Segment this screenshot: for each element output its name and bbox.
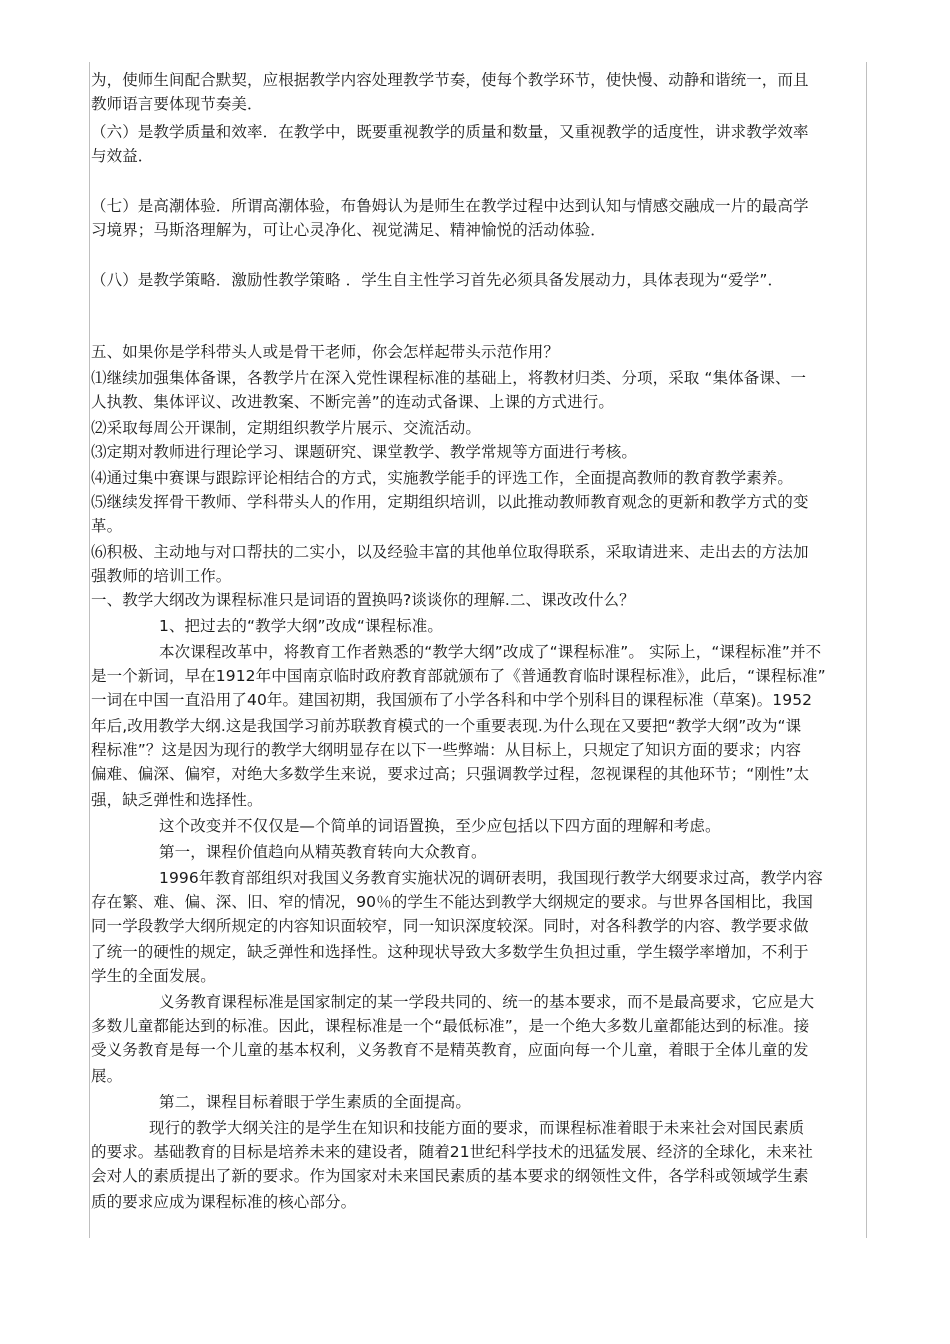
text-line: 展。 [91, 1067, 123, 1085]
text-line: （七）是高潮体验．所谓高潮体验，布鲁姆认为是师生在教学过程中达到认知与情感交融成一片的最高学 [91, 197, 809, 215]
text-line: 一、教学大纲改为课程标准只是词语的置换吗?谈谈你的理解.二、课改改什么？ [91, 591, 635, 609]
text-line: ⑸继续发挥骨干教师、学科带头人的作用，定期组织培训，以此推动教师教育观念的更新和教学方式的变 [91, 493, 809, 511]
text-line: 强教师的培训工作。 [91, 567, 232, 585]
text-line: 程标准”？这是因为现行的教学大纲明显存在以下一些弊端：从目标上，只规定了知识方面的要求；内容 [91, 741, 802, 759]
text-line: 是一个新词，早在1912年中国南京临时政府教育部就颁布了《普通教育临时课程标准》，此后，“课程标准” [91, 667, 826, 685]
text-line: 偏难、偏深、偏窄，对绝大多数学生来说，要求过高；只强调教学过程，忽视课程的其他环节；“刚性”太 [91, 765, 810, 783]
right-border-line [866, 62, 867, 1238]
text-line: 这个改变并不仅仅是—个简单的词语置换，至少应包括以下四方面的理解和考虑。 [159, 817, 721, 835]
text-line: 革。 [91, 517, 123, 535]
text-line: 同一学段教学大纲所规定的内容知识面较窄，同一知识深度较深。同时，对各科教学的内容、教学要求做 [91, 917, 809, 935]
text-line: 为，使师生间配合默契，应根据教学内容处理教学节奏，使每个教学环节，使快慢、动静和谐统一，而且 [91, 71, 809, 89]
text-line: （六）是教学质量和效率．在教学中，既要重视教学的质量和数量，又重视教学的适度性，讲求教学效率 [91, 123, 809, 141]
text-line: 1、把过去的“教学大纲”改成“课程标准。 [159, 617, 443, 635]
text-line: 强，缺乏弹性和选择性。 [91, 791, 263, 809]
text-line: ⑶定期对教师进行理论学习、课题研究、课堂教学、教学常规等方面进行考核。 [91, 443, 638, 461]
text-line: ⑷通过集中赛课与跟踪评论相结合的方式，实施教学能手的评选工作，全面提高教师的教育教学素养。 [91, 469, 794, 487]
left-border-line [89, 62, 90, 1238]
text-line: ⑴继续加强集体备课，各教学片在深入党性课程标准的基础上，将教材归类、分项，采取 “集体备课、一 [91, 369, 807, 387]
text-line: 受义务教育是每一个儿童的基本权利，义务教育不是精英教育，应面向每一个儿童，着眼于全体儿童的发 [91, 1041, 809, 1059]
text-line: 人执教、集体评议、改进教案、不断完善”的连动式备课、上课的方式进行。 [91, 393, 614, 411]
text-line: （八）是教学策略．激励性教学策略 ．学生自主性学习首先必须具备发展动力，具体表现为“爱学”． [91, 271, 784, 289]
text-line: 习境界；马斯洛理解为，可让心灵净化、视觉满足、精神愉悦的活动体验． [91, 221, 606, 239]
text-line: 多数儿童都能达到的标准。因此，课程标准是一个“最低标准”，是一个绝大多数儿童都能达到的标准。接 [91, 1017, 810, 1035]
text-line: 1996年教育部组织对我国义务教育实施状况的调研表明，我国现行教学大纲要求过高，教学内容 [159, 869, 823, 887]
text-line: 第一，课程价值趋向从精英教育转向大众教育。 [159, 843, 487, 861]
text-line: 与效益． [91, 147, 154, 165]
text-line: 质的要求应成为课程标准的核心部分。 [91, 1193, 357, 1211]
text-line: 的要求。基础教育的目标是培养未来的建设者，随着21世纪科学技术的迅猛发展、经济的全球化，未来社 [91, 1143, 813, 1161]
text-line: 第二，课程目标着眼于学生素质的全面提高。 [159, 1093, 472, 1111]
text-line: 存在繁、难、偏、深、旧、窄的情况，90％的学生不能达到教学大纲规定的要求。与世界各国相比，我国 [91, 893, 813, 911]
text-line: 教师语言要体现节奏美． [91, 95, 263, 113]
text-line: ⑵采取每周公开课制，定期组织教学片展示、交流活动。 [91, 419, 482, 437]
text-line: 了统一的硬性的规定，缺乏弹性和选择性。这种现状导致大多数学生负担过重，学生辍学率增加，不利于 [91, 943, 809, 961]
text-line: 五、如果你是学科带头人或是骨干老师，你会怎样起带头示范作用？ [91, 343, 560, 361]
text-line: 本次课程改革中，将教育工作者熟悉的“教学大纲”改成了“课程标准”。 实际上，“课程标准”并不 [159, 643, 822, 661]
text-line: 义务教育课程标准是国家制定的某一学段共同的、统一的基本要求，而不是最高要求，它应是大 [159, 993, 815, 1011]
text-line: 现行的教学大纲关注的是学生在知识和技能方面的要求，而课程标准着眼于未来社会对国民素质 [149, 1119, 805, 1137]
text-line: 学生的全面发展。 [91, 967, 216, 985]
text-line: ⑹积极、主动地与对口帮扶的二实小，以及经验丰富的其他单位取得联系，采取请进来、走出去的方法加 [91, 543, 809, 561]
text-line: 年后,改用教学大纲.这是我国学习前苏联教育模式的一个重要表现.为什么现在又要把“教学大纲”改为“课 [91, 717, 802, 735]
text-line: 一词在中国一直沿用了40年。建国初期，我国颁布了小学各科和中学个别科目的课程标准（草案)。1952 [91, 691, 813, 709]
text-line: 会对人的素质提出了新的要求。作为国家对未来国民素质的基本要求的纲领性文件，各学科或领域学生素 [91, 1167, 809, 1185]
